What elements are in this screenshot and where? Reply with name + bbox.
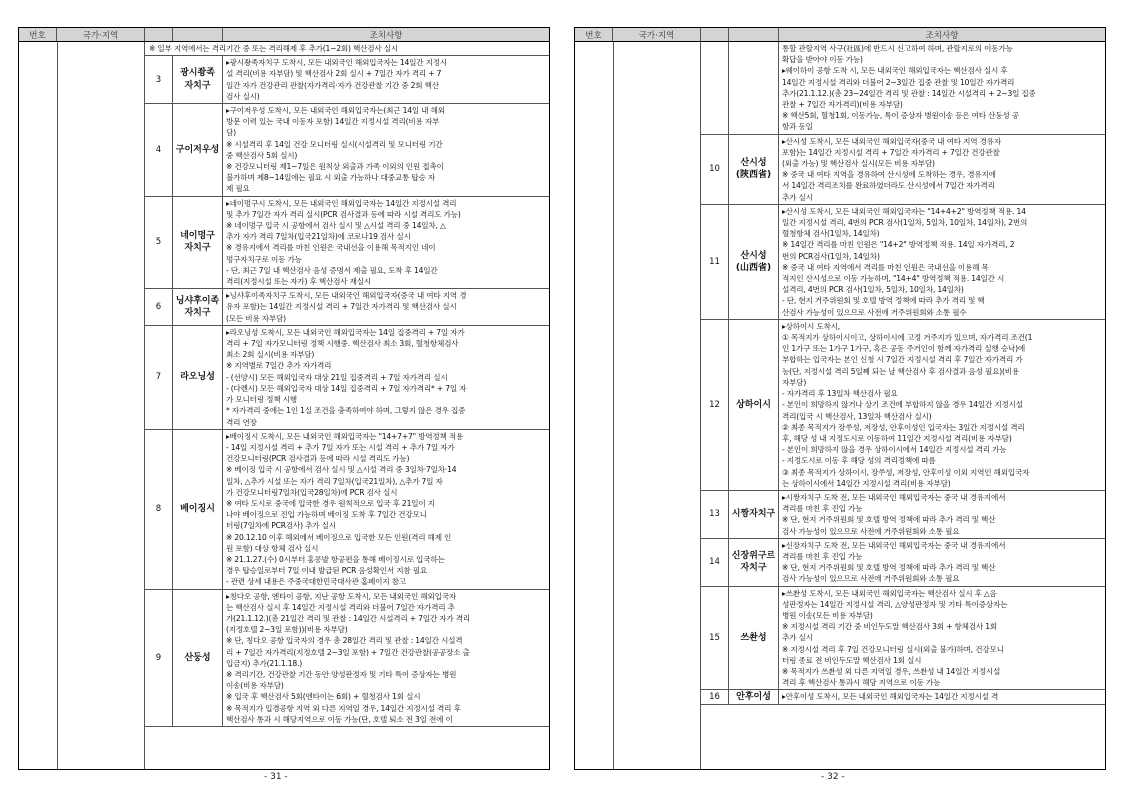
measure-line: 격리 연장 <box>226 417 257 427</box>
measure-line: 추가(21.1.12.)(총 23~24일간 격리 및 관찰 : 14일간 시설격리 + 2~3일 집중 <box>782 88 1036 98</box>
table-row <box>701 205 1105 320</box>
measure-line: 제 필요 <box>226 184 250 194</box>
region-name: 닝샤후이족 자치구 <box>173 289 223 325</box>
region-name: 베이징시 <box>173 430 223 589</box>
top-note: ※ 일부 지역에서는 격리기간 중 또는 격리해제 후 추가(1~2회) 핵산검사 실시 <box>145 42 549 56</box>
page-31 <box>18 27 550 770</box>
row-number: 14 <box>701 539 729 586</box>
row-number: 3 <box>145 56 173 103</box>
measure-line: 추가 실시 <box>782 633 813 643</box>
measure-line: ※ 중국 내 여타 지역을 경유하여 산시성에 도착하는 경우, 경유지에 <box>782 170 996 180</box>
measure-line: 는 핵산검사 실시 후 14일간 지정시설 격리와 더불어 7일간 자가격리 추 <box>226 602 455 612</box>
measure-line: ※ 중국 내 여타 지역에서 격리를 마친 인원은 국내선을 이용해 목 <box>782 262 989 272</box>
measure-line: 멍구자치구로 이동 가능 <box>226 254 302 264</box>
region-name: 구이저우성 <box>173 104 223 196</box>
measure-line: - 자가격리 후 13일차 핵산검사 필요 <box>782 389 898 399</box>
row-number: 8 <box>145 430 173 589</box>
measure-line: ① 목적지가 상하이시이고, 상하이시에 고정 거주지가 있으며, 자가격리 조건(1 <box>782 333 1033 343</box>
measures-cell <box>779 539 1105 586</box>
table-row <box>701 690 1105 704</box>
page-number-right: - 32 - <box>821 772 845 782</box>
measure-line: 담) <box>226 128 236 138</box>
measure-line: - 지정도시로 이동 후 해당 성의 격리정책에 따름 <box>782 456 936 466</box>
measure-line: 적지인 산시성으로 이동 가능하며, "14+4" 방역정책 적용. 14일간 시 <box>782 274 1005 284</box>
table-row <box>145 197 549 290</box>
region-name: 산시성 (山西省) <box>729 205 779 319</box>
measure-line: - 본인이 희망하지 않을 경우 상하이시에서 14일간 지정시설 격리 가능 <box>782 445 1007 455</box>
table-row <box>145 104 549 197</box>
row-number <box>701 42 729 134</box>
measure-line: 번의 PCR검사(1일차, 14일차) <box>782 251 880 261</box>
measure-line: 경우 탑승일로부터 7일 이내 발급된 PCR 음성확인서 지참 필요 <box>226 566 428 576</box>
measure-line: 추가 실시 <box>782 192 813 202</box>
measure-line: 후, 해당 성 내 지정도시로 이동하여 11일간 지정시설 격리(비용 자부담) <box>782 433 1012 443</box>
measure-line: ② 최종 목적지가 장쑤성, 저장성, 안후이성인 입국자는 3일간 지정시설 격리 <box>782 422 1025 432</box>
measure-line: ▸신장자치구 도착 전, 모든 내외국인 해외입국자는 중국 내 경유지에서 <box>782 540 1006 550</box>
measure-line: ※ 지정시설 격리 기간 중 비인두도말 핵산검사 3회 + 항체검사 1회 <box>782 622 997 632</box>
measure-line: 성판정자는 14일간 지정시설 격리, △양성판정자 및 기타 특이증상자는 <box>782 599 1008 609</box>
measure-line: 및 추가 7일간 자가 격리 실시(PCR 검사결과 등에 따라 시설 격리도 가능) <box>226 209 461 219</box>
measure-line: 가(21.1.12.)(총 21일간 격리 및 관찰 : 14일간 시설격리 + 7일간 자가 격리 <box>226 613 470 623</box>
measure-line: 병원 이송(모든 비용 자부담) <box>782 610 873 620</box>
measure-line: ③ 최종 목적지가 상하이시, 장쑤성, 저장성, 안후이성 이외 지역인 해외입국자 <box>782 467 1030 477</box>
measure-line: ※ 목적지가 입경공항 지역 외 다른 지역일 경우, 14일간 지정시설 격리 후 <box>226 703 461 713</box>
table-row <box>145 430 549 590</box>
row-number: 12 <box>701 320 729 490</box>
table-row <box>145 289 549 326</box>
measure-line: (지정호텔 2~3일 포함))(비용 자부담) <box>226 625 348 635</box>
measure-line: 리 + 7일간 자가격리(지정호텔 2~3일 포함) + 7일간 건강관찰(공공장소 출 <box>226 647 470 657</box>
page-number-left: - 31 - <box>264 772 288 782</box>
measure-line: 불가하며 제8~14일에는 필요 시 외출 가능하나 대중교통 탑승 자 <box>226 173 436 183</box>
measures-cell <box>223 56 549 103</box>
measure-line: ※ 건강모니터링 제1~7일은 원칙상 외출과 가족 이외의 인원 접촉이 <box>226 162 444 172</box>
measure-line: 통할 관할지역 사구(社區)에 반드시 신고하여 하며, 관할지로의 이동가능 <box>782 44 1013 53</box>
header-measures: 조치사항 <box>369 30 403 41</box>
region-name: 산시성 (陝西省) <box>729 135 779 204</box>
header-measures: 조치사항 <box>925 30 959 41</box>
measure-line: ▸산시성 도착시, 모든 내외국인 해외입국자(중국 내 여타 지역 경유자 <box>782 136 1001 146</box>
measure-line: 이송(비용 자부담) <box>226 681 284 691</box>
measure-line: 일간 지정시설 격리, 4번의 PCR 검사(1일차, 5일차, 10일차, 14일차), 2번의 <box>782 218 1028 228</box>
region-name: 네이멍구 자치구 <box>173 197 223 289</box>
measures-cell <box>779 205 1105 319</box>
measure-line: 최소 2회 실시(비용 자부담) <box>226 350 315 360</box>
measure-line: 산검사 가능성이 있으므로 사전에 거주위원회와 소통 필수 <box>782 307 967 317</box>
region-name: 시짱자치구 <box>729 491 779 538</box>
measure-line: 검사 실시) <box>226 91 260 101</box>
measure-line: ▸베이징시 도착시, 모든 내외국인 해외입국자는 "14+7+7" 방역정책 적용 <box>226 431 464 441</box>
header-country: 국가·지역 <box>613 28 701 41</box>
measure-line: ※ 단, 현지 거주위원회 및 호텔 방역 정책에 따라 추가 격리 및 핵산 <box>782 563 996 573</box>
table-row <box>701 320 1105 491</box>
measures-cell <box>779 587 1105 690</box>
measure-line: ▸산시성 도착시, 모든 내외국인 해외입국자는 "14+4+2" 방역정책 적용. 14 <box>782 206 1026 216</box>
table-row <box>701 539 1105 587</box>
measure-line: ▸광시좡족자치구 도착시, 모든 내외국인 해외입국자는 14일간 지정시 <box>226 58 448 68</box>
measure-line: ※ 14일간 격리를 마친 인원은 "14+2" 방역정책 적용. 14일 자가격리, 2 <box>782 240 1015 250</box>
measure-line: 항과 동일 <box>782 122 813 132</box>
measure-line: - 14일 지정시설 격리 + 추가 7일 자가 또는 시설 격리 + 추가 7일 자가 <box>226 442 455 452</box>
row-number: 4 <box>145 104 173 196</box>
measures-cell <box>223 104 549 196</box>
measure-line: ※ 네이멍구 입국 시 공항에서 검사 실시 및 △시설 격리 중 14일차, △ <box>226 221 446 231</box>
measure-line: 나야 베이징으로 진입 가능하며 베이징 도착 후 7일간 건강모니 <box>226 510 427 520</box>
region-name: 라오닝성 <box>173 326 223 429</box>
measures-cell <box>779 320 1105 490</box>
measures-cell <box>779 690 1105 703</box>
measure-line: 부합하는 입국자는 본인 신청 시 7일간 지정시설 격리 후 7일간 자가격리 가 <box>782 355 1023 365</box>
row-number: 9 <box>145 590 173 726</box>
measure-line: ▸웨이하이 공항 도착 시, 모든 내외국인 해외입국자는 핵산검사 실시 후 <box>782 66 1008 76</box>
region-name: 상하이시 <box>729 320 779 490</box>
region-name: 신장위구르 자치구 <box>729 539 779 586</box>
measure-line: ▸쓰촨성 도착시, 모든 내외국인 해외입국자는 핵산검사 실시 후 △음 <box>782 588 997 598</box>
measure-line: ▸구이저우성 도착시, 모든 내외국인 해외입국자는(최근 14일 내 해외 <box>226 106 445 116</box>
measure-line: 격리 + 7일 자가모니터링 정책 시행중. 핵산검사 최소 3회, 혈청항체검사 <box>226 339 459 349</box>
region-name <box>729 42 779 134</box>
measure-line: ▸안후이성 도착시, 모든 내외국인 해외입국자는 14일간 지정시설 격 <box>782 692 999 702</box>
row-number: 10 <box>701 135 729 204</box>
measure-line: 중 핵산검사 5회 실시) <box>226 150 298 160</box>
measure-line: (모든 비용 자부담) <box>226 313 286 323</box>
measure-line: 설 격리(비용 자부담) 및 핵산검사 2회 실시 + 7일간 자가 격리 + 7 <box>226 69 442 79</box>
measure-line: 격리를 마친 후 진입 가능 <box>782 551 863 561</box>
header-num: 번호 <box>19 28 57 41</box>
measure-line: 일차, △추가 시설 또는 자가 격리 7일차(입국21일차), △추가 7일 자 <box>226 476 443 486</box>
table-row <box>145 590 549 727</box>
measure-line: - 본인이 희망하지 않거나 상기 조건에 부합하지 않을 경우 14일간 지정시설 <box>782 400 1023 410</box>
measure-line: * 자가격리 중에는 1인 1실 조건을 충족하여야 하며, 그렇지 않은 경우 집중 <box>226 406 466 416</box>
measure-line: 격리(지정시설 또는 자가) 후 핵산검사 재실시 <box>226 277 372 287</box>
table-row <box>145 326 549 430</box>
merged-region-column <box>19 42 145 770</box>
measure-line: 인 1가구 또는 1가구 1가구, 혹은 공동 주거인이 함께 자가격리 실행 승낙)에 <box>782 344 1026 354</box>
measure-line: ※ 20.12.10 이후 해외에서 베이징으로 입국한 모든 인원(격리 해제 인 <box>226 532 452 542</box>
region-name: 광시좡족 자치구 <box>173 56 223 103</box>
table-row <box>145 56 549 104</box>
measure-line: 유자 포함)는 14일간 지정시설 격리 + 7일간 자가격리 및 핵산검사 실시 <box>226 302 457 312</box>
table-row <box>701 42 1105 135</box>
measure-line: 는 상하이시에서 14일간 지정시설 격리(비용 자부담) <box>782 478 951 488</box>
table-body <box>145 42 549 727</box>
measures-cell <box>223 326 549 429</box>
table-row <box>701 587 1105 691</box>
region-name: 산둥성 <box>173 590 223 726</box>
measure-line: ※ 핵산5회, 혈청1회, 이동가능, 특이 증상자 병원이송 등은 여타 산둥성 공 <box>782 111 1019 121</box>
measure-line: ※ 입국 후 핵산검사 5회(엔타이는 6회) + 혈청검사 1회 실시 <box>226 692 421 702</box>
measure-line: 추가 자가 격리 7일차(입국21일차)에 코로나19 검사 실시 <box>226 232 411 242</box>
measure-line: ※ 지역별로 7일간 추가 자가격리 <box>226 361 332 371</box>
measure-line: ※ 21.1.27.(수) 0시부터 홍콩발 항공편을 통해 베이징시로 입국하는 <box>226 554 445 564</box>
measure-line: 일간 자가 건강관리 관찰(자가격리·자가 건강관찰 기간 중 2회 핵산 <box>226 80 439 90</box>
measure-line: ▸네이멍구시 도착시, 모든 내외국인 해외입국자는 14일간 지정시설 격리 <box>226 198 457 208</box>
row-number: 11 <box>701 205 729 319</box>
row-number: 6 <box>145 289 173 325</box>
row-number: 16 <box>701 690 729 703</box>
table-header <box>575 28 1105 42</box>
measure-line: ※ 경유지에서 격리를 마친 인원은 국내선을 이용해 목적지인 네이 <box>226 243 436 253</box>
row-number: 15 <box>701 587 729 690</box>
measure-line: ※ 시설격리 후 14일 건강 모니터링 실시(시설격리 및 모니터링 기간 <box>226 139 443 149</box>
region-name: 쓰촨성 <box>729 587 779 690</box>
measure-line: ▸시짱자치구 도착 전, 모든 내외국인 해외입국자는 중국 내 경유지에서 <box>782 492 1006 502</box>
measure-line: 자부담) <box>782 377 807 387</box>
header-country: 국가·지역 <box>57 28 145 41</box>
measures-cell <box>779 135 1105 204</box>
measure-line: 건강모니터링(PCR 검사결과 등에 따라 시설 격리도 가능) <box>226 454 410 464</box>
measure-line: 터링 종료 전 비인두도말 핵산검사 1회 실시 <box>782 655 922 665</box>
measure-line: ▸칭다오 공항, 엔타이 공항, 지난 공항 도착시, 모든 내외국인 해외입국자 <box>226 591 456 601</box>
table-body <box>701 42 1105 705</box>
measure-line: - 단, 현지 거주위원회 및 호텔 방역 정책에 따라 추가 격리 및 핵 <box>782 296 985 306</box>
measure-line: 관찰 + 7일간 자가격리)(비용 자부담) <box>782 100 903 110</box>
row-number: 5 <box>145 197 173 289</box>
measure-line: 격리(입국 시 핵산검사, 13일차 핵산검사 실시) <box>782 411 932 421</box>
measure-line: 격리 후 핵산검사 통과시 해당 지역으로 이동 가능 <box>782 678 941 688</box>
measure-line: ※ 여타 도시로 중국에 입국한 경우 원칙적으로 입국 후 21일이 지 <box>226 498 435 508</box>
measure-line: ※ 단, 현지 거주위원회 및 호텔 방역 정책에 따라 추가 격리 및 핵산 <box>782 515 996 525</box>
measure-line: - (선양시) 모든 해외입국자 대상 21일 집중격리 + 7일 자가격리 실시 <box>226 372 448 382</box>
measure-line: ※ 지정시설 격리 후 7일 건강모니터링 실시(외출 불가)하며, 건강모니 <box>782 644 1004 654</box>
measures-cell <box>223 197 549 289</box>
table-row <box>701 491 1105 539</box>
measure-line: 핵산검사 통과 시 해당지역으로 이동 가능(단, 호텔 퇴소 전 3일 전에 이 <box>226 714 453 724</box>
measure-line: 원 포함) 대상 항체 검사 실시 <box>226 543 319 553</box>
header-num: 번호 <box>575 28 613 41</box>
measure-line: 격리를 마친 후 진입 가능 <box>782 504 863 514</box>
measure-line: 포함)는 14일간 지정시설 격리 + 7일간 자가격리 + 7일간 건강관찰 <box>782 147 1000 157</box>
measure-line: 가 모니터링 정책 시행 <box>226 395 297 405</box>
measure-line: 검사 가능성이 있으므로 사전에 거주위원회와 소통 필요 <box>782 526 960 536</box>
measures-cell <box>223 430 549 589</box>
measure-line: ※ 단, 칭다오 공항 입국자의 경우 총 28일간 격리 및 관찰 : 14일간 시설격 <box>226 636 463 646</box>
measures-cell <box>779 491 1105 538</box>
measures-cell <box>223 590 549 726</box>
measure-line: 검사 가능성이 있으므로 사전에 거주위원회와 소통 필요 <box>782 574 960 584</box>
measure-line: (외출 가능) 및 핵산검사 실시(모든 비용 자부담) <box>782 159 935 169</box>
row-number: 7 <box>145 326 173 429</box>
table-header <box>19 28 549 42</box>
measure-line: ▸상하이시 도착시, <box>782 321 840 331</box>
measure-line: 방문 이력 있는 국내 이동자 포함) 14일간 지정시설 격리(비용 자부 <box>226 117 440 127</box>
measure-line: 능(단, 지정시설 격리 5일째 되는 날 핵산검사 후 검사결과 음성 필요)(비용 <box>782 366 1020 376</box>
measure-line: - (다롄시) 모든 해외입국자 대상 14일 집중격리 + 7일 자가격리* + 7일 자 <box>226 383 467 393</box>
measure-line: 입금지) 추가(21.1.18.) <box>226 658 302 668</box>
measures-cell <box>779 42 1105 134</box>
measure-line: 서 14일간 격리조치를 완료하였더라도 산시성에서 7일간 자가격리 <box>782 181 995 191</box>
measure-line: ▸닝샤후이족자치구 도착시, 모든 내외국인 해외입국자(중국 내 여타 지역 경 <box>226 291 467 301</box>
table-row <box>701 135 1105 205</box>
measure-line: - 단, 최근 7일 내 핵산검사 음성 증명서 제출 필요, 도착 후 14일간 <box>226 265 438 275</box>
measure-line: ※ 목적지가 쓰촨성 외 다른 지역일 경우, 쓰촨성 내 14일간 지정시설 <box>782 666 1001 676</box>
measure-line: ▸라오닝성 도착시, 모든 내외국인 해외입국자는 14일 집중격리 + 7일 자가 <box>226 327 465 337</box>
measure-line: - 관련 상세 내용은 주중국대한민국대사관 홈페이지 참고 <box>226 577 406 587</box>
row-number: 13 <box>701 491 729 538</box>
measure-line: ※ 베이징 입국 시 공항에서 검사 실시 및 △시설 격리 중 3일차·7일차·14 <box>226 465 457 475</box>
measure-line: 터링(7일차에 PCR검사) 추가 실시 <box>226 521 336 531</box>
region-name: 안후이성 <box>729 690 779 703</box>
measure-line: 확답을 받아야 이동 가능) <box>782 55 863 65</box>
measure-line: 가 건강모니터링7일차(입국28일차)에 PCR 검사 실시 <box>226 487 398 497</box>
page-32 <box>574 27 1106 770</box>
measure-line: 14일간 지정시설 격리와 더불어 2~3일간 집중 관찰 및 10일간 자가격리 <box>782 77 1015 87</box>
measure-line: 설격리, 4번의 PCR 검사(1일차, 5일차, 10일차, 14일차) <box>782 285 964 295</box>
measure-line: 혈청항체 검사(1일차, 14일차) <box>782 229 880 239</box>
merged-region-column <box>575 42 701 770</box>
measures-cell <box>223 289 549 325</box>
measure-line: ※ 격리기간, 건강관찰 기간 동안 양성판정자 및 기타 특이 증상자는 병원 <box>226 669 457 679</box>
